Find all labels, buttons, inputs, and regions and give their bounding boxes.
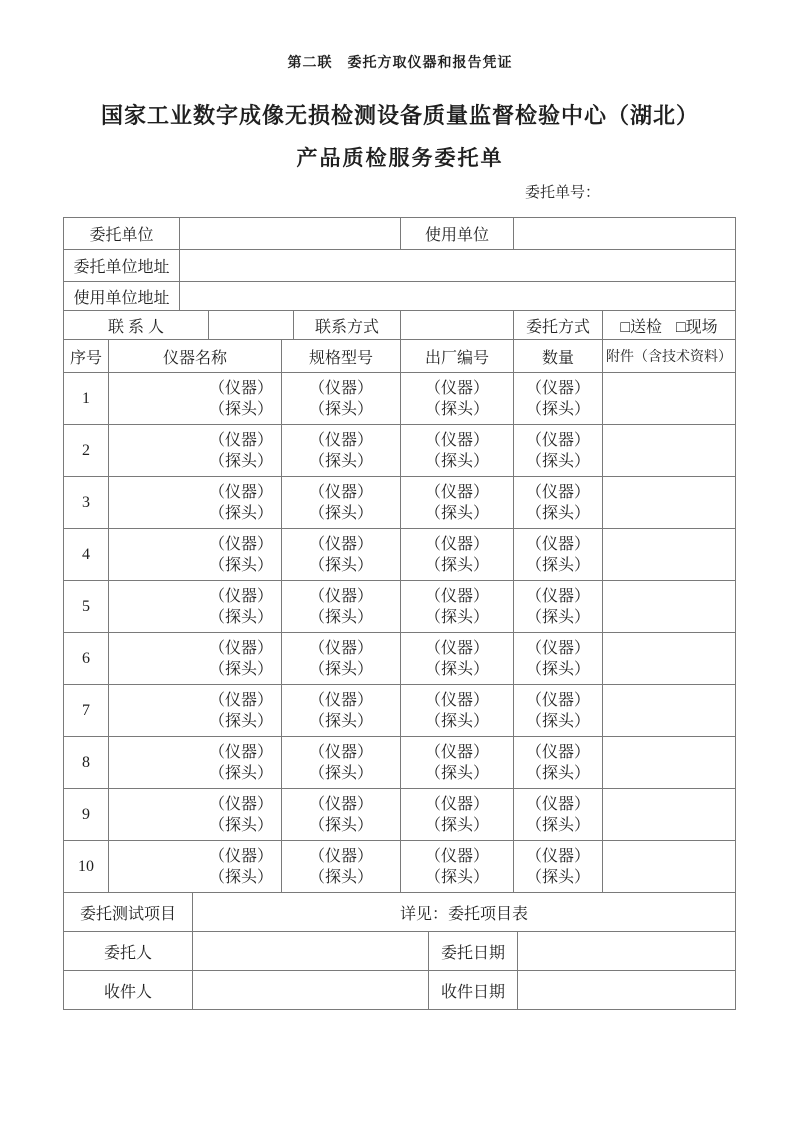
- instrument-name-cell[interactable]: [109, 685, 282, 736]
- form-row: [64, 311, 735, 340]
- instrument-name-cell[interactable]: [109, 373, 282, 424]
- serial-no-cell: 10: [64, 841, 109, 892]
- instrument-row: [64, 477, 735, 529]
- instrument-row: [64, 529, 735, 581]
- instrument-line: （仪器）: [424, 587, 489, 605]
- spec-model-cell[interactable]: [282, 581, 401, 632]
- attachment-cell[interactable]: [603, 789, 735, 840]
- receiver-input[interactable]: [193, 971, 429, 1009]
- probe-line: （探头）: [308, 816, 373, 834]
- instrument-line: （仪器）: [308, 795, 373, 813]
- header-spec-model: 规格型号: [282, 340, 401, 372]
- quantity-cell[interactable]: [514, 789, 603, 840]
- instrument-line: （仪器）: [424, 535, 489, 553]
- spec-model-cell[interactable]: [282, 633, 401, 684]
- instrument-row: [64, 373, 735, 425]
- instrument-line: （仪器）: [308, 587, 373, 605]
- serial-no-cell: 2: [64, 425, 109, 476]
- probe-line: （探头）: [308, 868, 373, 886]
- center-title: 国家工业数字成像无损检测设备质量监督检验中心（湖北）: [100, 103, 699, 128]
- quantity-cell[interactable]: [514, 581, 603, 632]
- instrument-line: （仪器）: [525, 639, 590, 657]
- form-row: [64, 250, 735, 282]
- instrument-row: [64, 685, 735, 737]
- factory-no-cell[interactable]: [401, 685, 514, 736]
- receive-date-input[interactable]: [518, 971, 735, 1009]
- instrument-name-cell[interactable]: [109, 425, 282, 476]
- instrument-name-cell[interactable]: [109, 477, 282, 528]
- header-quantity: 数量: [514, 340, 603, 372]
- probe-line: （探头）: [308, 764, 373, 782]
- instrument-line: （仪器）: [208, 379, 273, 397]
- instrument-line: （仪器）: [525, 795, 590, 813]
- instrument-line: （仪器）: [525, 431, 590, 449]
- serial-no-cell: 6: [64, 633, 109, 684]
- probe-line: （探头）: [208, 400, 273, 418]
- spec-model-cell[interactable]: [282, 789, 401, 840]
- serial-no-cell: 9: [64, 789, 109, 840]
- probe-line: （探头）: [525, 868, 590, 886]
- instrument-name-cell[interactable]: [109, 841, 282, 892]
- instrument-line: （仪器）: [208, 847, 273, 865]
- factory-no-cell[interactable]: [401, 477, 514, 528]
- instrument-row: [64, 737, 735, 789]
- instrument-line: （仪器）: [424, 795, 489, 813]
- instrument-line: （仪器）: [525, 535, 590, 553]
- instrument-row: [64, 841, 735, 893]
- spec-model-cell[interactable]: [282, 737, 401, 788]
- checkbox-on-site[interactable]: □现场: [676, 318, 718, 336]
- attachment-cell[interactable]: [603, 685, 735, 736]
- factory-no-cell[interactable]: [401, 841, 514, 892]
- user-address-input[interactable]: [180, 282, 735, 310]
- probe-line: （探头）: [525, 712, 590, 730]
- user-address-label: 使用单位地址: [64, 282, 180, 310]
- probe-line: （探头）: [525, 504, 590, 522]
- probe-line: （探头）: [525, 400, 590, 418]
- instrument-line: （仪器）: [308, 431, 373, 449]
- test-items-label: 委托测试项目: [64, 893, 193, 931]
- table-header-row: [64, 340, 735, 373]
- instrument-line: （仪器）: [424, 639, 489, 657]
- spec-model-cell[interactable]: [282, 841, 401, 892]
- instrument-line: （仪器）: [525, 587, 590, 605]
- probe-line: （探头）: [208, 764, 273, 782]
- copy-label: 第二联 委托方取仪器和报告凭证: [287, 56, 513, 71]
- probe-line: （探头）: [308, 712, 373, 730]
- quantity-cell[interactable]: [514, 529, 603, 580]
- instrument-line: （仪器）: [424, 691, 489, 709]
- instrument-name-cell[interactable]: [109, 529, 282, 580]
- instrument-line: （仪器）: [208, 743, 273, 761]
- factory-no-cell[interactable]: [401, 737, 514, 788]
- probe-line: （探头）: [208, 660, 273, 678]
- factory-no-cell[interactable]: [401, 373, 514, 424]
- instrument-name-cell[interactable]: [109, 633, 282, 684]
- probe-line: （探头）: [525, 608, 590, 626]
- spec-model-cell[interactable]: [282, 373, 401, 424]
- user-unit-label: 使用单位: [401, 218, 514, 249]
- factory-no-cell[interactable]: [401, 425, 514, 476]
- attachment-cell[interactable]: [603, 477, 735, 528]
- probe-line: （探头）: [424, 868, 489, 886]
- probe-line: （探头）: [308, 608, 373, 626]
- quantity-cell[interactable]: [514, 477, 603, 528]
- instrument-line: （仪器）: [525, 483, 590, 501]
- probe-line: （探头）: [208, 556, 273, 574]
- form-title: 产品质检服务委托单: [296, 146, 504, 170]
- instrument-line: （仪器）: [308, 535, 373, 553]
- probe-line: （探头）: [424, 608, 489, 626]
- consignor-unit-input[interactable]: [180, 218, 401, 249]
- commission-date-input[interactable]: [518, 932, 735, 970]
- header-factory-no: 出厂编号: [401, 340, 514, 372]
- probe-line: （探头）: [525, 764, 590, 782]
- probe-line: （探头）: [308, 452, 373, 470]
- instrument-row: [64, 425, 735, 477]
- probe-line: （探头）: [525, 816, 590, 834]
- instrument-name-cell[interactable]: [109, 581, 282, 632]
- instrument-row: [64, 581, 735, 633]
- header-instrument-name: 仪器名称: [109, 340, 282, 372]
- contact-method-input[interactable]: [401, 311, 514, 339]
- probe-line: （探头）: [208, 712, 273, 730]
- instrument-line: （仪器）: [424, 431, 489, 449]
- instrument-line: （仪器）: [208, 691, 273, 709]
- commission-form-table: [63, 217, 736, 1010]
- form-row: [64, 282, 735, 311]
- instrument-line: （仪器）: [308, 691, 373, 709]
- instrument-row: [64, 789, 735, 841]
- attachment-cell[interactable]: [603, 581, 735, 632]
- probe-line: （探头）: [308, 556, 373, 574]
- consignor-person-input[interactable]: [193, 932, 429, 970]
- instrument-line: （仪器）: [208, 587, 273, 605]
- attachment-cell[interactable]: [603, 841, 735, 892]
- serial-no-cell: 1: [64, 373, 109, 424]
- spec-model-cell[interactable]: [282, 425, 401, 476]
- receiver-label: 收件人: [64, 971, 193, 1009]
- instrument-row: [64, 633, 735, 685]
- header-serial-no: 序号: [64, 340, 109, 372]
- form-row: [64, 932, 735, 971]
- consignor-unit-label: 委托单位: [64, 218, 180, 249]
- contact-person-input[interactable]: [209, 311, 294, 339]
- instrument-line: （仪器）: [525, 743, 590, 761]
- probe-line: （探头）: [208, 452, 273, 470]
- quantity-cell[interactable]: [514, 633, 603, 684]
- probe-line: （探头）: [424, 712, 489, 730]
- instrument-name-cell[interactable]: [109, 789, 282, 840]
- consignor-address-input[interactable]: [180, 250, 735, 281]
- attachment-cell[interactable]: [603, 529, 735, 580]
- probe-line: （探头）: [308, 660, 373, 678]
- instrument-line: （仪器）: [308, 847, 373, 865]
- attachment-cell[interactable]: [603, 425, 735, 476]
- form-row: [64, 971, 735, 1009]
- quantity-cell[interactable]: [514, 685, 603, 736]
- instrument-line: （仪器）: [208, 431, 273, 449]
- serial-no-cell: 7: [64, 685, 109, 736]
- probe-line: （探头）: [525, 452, 590, 470]
- consignor-address-label: 委托单位地址: [64, 250, 180, 281]
- quantity-cell[interactable]: [514, 737, 603, 788]
- commission-date-label: 委托日期: [429, 932, 518, 970]
- quantity-cell[interactable]: [514, 841, 603, 892]
- instrument-line: （仪器）: [525, 379, 590, 397]
- probe-line: （探头）: [424, 556, 489, 574]
- serial-no-cell: 5: [64, 581, 109, 632]
- probe-line: （探头）: [308, 400, 373, 418]
- serial-no-cell: 8: [64, 737, 109, 788]
- instrument-line: （仪器）: [308, 483, 373, 501]
- probe-line: （探头）: [424, 504, 489, 522]
- instrument-line: （仪器）: [525, 847, 590, 865]
- attachment-cell[interactable]: [603, 633, 735, 684]
- probe-line: （探头）: [424, 400, 489, 418]
- probe-line: （探头）: [208, 816, 273, 834]
- instrument-line: （仪器）: [424, 847, 489, 865]
- instrument-line: （仪器）: [308, 379, 373, 397]
- probe-line: （探头）: [424, 660, 489, 678]
- commission-mode-label: 委托方式: [514, 311, 603, 339]
- contact-method-label: 联系方式: [294, 311, 401, 339]
- probe-line: （探头）: [424, 452, 489, 470]
- serial-no-cell: 4: [64, 529, 109, 580]
- attachment-cell[interactable]: [603, 373, 735, 424]
- instrument-line: （仪器）: [208, 483, 273, 501]
- form-row: [64, 218, 735, 250]
- instrument-line: （仪器）: [525, 691, 590, 709]
- probe-line: （探头）: [308, 504, 373, 522]
- instrument-line: （仪器）: [424, 483, 489, 501]
- instrument-line: （仪器）: [308, 639, 373, 657]
- instrument-line: （仪器）: [424, 379, 489, 397]
- instrument-line: （仪器）: [208, 639, 273, 657]
- probe-line: （探头）: [424, 816, 489, 834]
- instrument-line: （仪器）: [424, 743, 489, 761]
- serial-no-cell: 3: [64, 477, 109, 528]
- instrument-line: （仪器）: [208, 795, 273, 813]
- spec-model-cell[interactable]: [282, 477, 401, 528]
- commission-mode-options: [603, 311, 735, 339]
- spec-model-cell[interactable]: [282, 529, 401, 580]
- quantity-cell[interactable]: [514, 373, 603, 424]
- probe-line: （探头）: [424, 764, 489, 782]
- form-row: [64, 893, 735, 932]
- factory-no-cell[interactable]: [401, 581, 514, 632]
- probe-line: （探头）: [208, 608, 273, 626]
- test-items-value: 详见：委托项目表: [399, 905, 528, 923]
- factory-no-cell[interactable]: [401, 633, 514, 684]
- checkbox-delivery-inspection[interactable]: □送检: [620, 318, 662, 336]
- consignor-person-label: 委托人: [64, 932, 193, 970]
- instrument-line: （仪器）: [208, 535, 273, 553]
- header-attachment: 附件（含技术资料）: [606, 350, 732, 365]
- probe-line: （探头）: [525, 556, 590, 574]
- factory-no-cell[interactable]: [401, 529, 514, 580]
- contact-person-label: 联 系 人: [64, 311, 209, 339]
- probe-line: （探头）: [208, 868, 273, 886]
- user-unit-input[interactable]: [514, 218, 735, 249]
- spec-model-cell[interactable]: [282, 685, 401, 736]
- attachment-cell[interactable]: [603, 737, 735, 788]
- instrument-name-cell[interactable]: [109, 737, 282, 788]
- probe-line: （探头）: [208, 504, 273, 522]
- probe-line: （探头）: [525, 660, 590, 678]
- order-number-label: 委托单号：: [524, 185, 600, 201]
- quantity-cell[interactable]: [514, 425, 603, 476]
- factory-no-cell[interactable]: [401, 789, 514, 840]
- receive-date-label: 收件日期: [429, 971, 518, 1009]
- instrument-line: （仪器）: [308, 743, 373, 761]
